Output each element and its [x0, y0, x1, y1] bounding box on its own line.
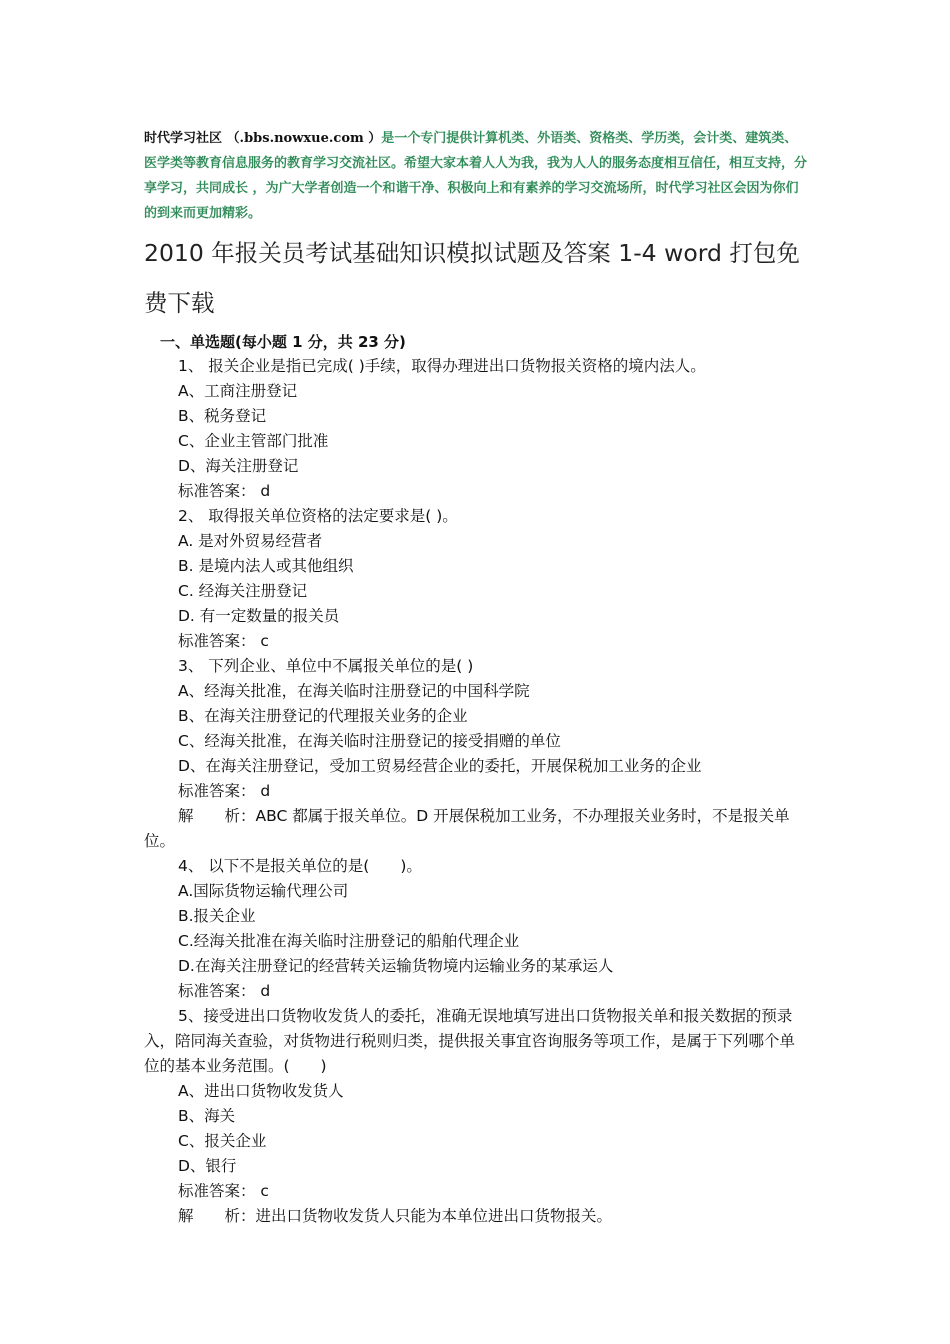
option-a: A.国际货物运输代理公司 [178, 882, 349, 900]
section-heading: 一、单选题(每小题 1 分，共 23 分) [160, 333, 406, 351]
option-a: A、经海关批准，在海关临时注册登记的中国科学院 [178, 682, 530, 700]
option-c: C、报关企业 [178, 1132, 267, 1150]
option-c: C、企业主管部门批准 [178, 432, 329, 450]
analysis-line: 解 析：ABC 都属于报关单位。D 开展保税加工业务，不办理报关业务时，不是报关单位。 [144, 807, 790, 850]
question-2 [144, 504, 810, 654]
question-stem: 1、 报关企业是指已完成( )手续，取得办理进出口货物报关资格的境内法人。 [178, 357, 706, 375]
option-d: D、银行 [178, 1157, 237, 1175]
option-c: C、经海关批准，在海关临时注册登记的接受捐赠的单位 [178, 732, 561, 750]
question-stem: 4、 以下不是报关单位的是( )。 [178, 857, 422, 875]
question-3 [144, 654, 810, 854]
option-d: D. 有一定数量的报关员 [178, 607, 340, 625]
analysis-line: 解 析：进出口货物收发货人只能为本单位进出口货物报关。 [178, 1207, 613, 1225]
option-b: B、税务登记 [178, 407, 267, 425]
option-a: A、工商注册登记 [178, 382, 298, 400]
option-d: D、海关注册登记 [178, 457, 299, 475]
question-5 [144, 1004, 810, 1229]
option-b: B、在海关注册登记的代理报关业务的企业 [178, 707, 468, 725]
option-b: B.报关企业 [178, 907, 256, 925]
question-stem: 2、 取得报关单位资格的法定要求是( )。 [178, 507, 458, 525]
question-stem: 5、接受进出口货物收发货人的委托，准确无误地填写进出口货物报关单和报关数据的预录入，陪同海关查验，对货物进行税则归类，提供报关事宜咨询服务等项工作，是属于下列哪个单位的基本业务范围。( ) [144, 1007, 796, 1075]
answer-line: 标准答案： d [178, 982, 271, 1000]
document-page [144, 126, 810, 1229]
answer-line: 标准答案： d [178, 782, 271, 800]
option-d: D.在海关注册登记的经营转关运输货物境内运输业务的某承运人 [178, 957, 614, 975]
site-url: （.bbs.nowxue.com ） [226, 131, 382, 146]
site-description: 是一个专门提供计算机类、外语类、资格类、学历类，会计类、建筑类、医学类等教育信息服务的教育学习交流社区。希望大家本着人人为我，我为人人的服务态度相互信任，相互支持，分享学习，共同成长 ，为广大学者创造一个和谐干净、积极向上和有素养的学习交流场所，时代学习社区会因为你们的到来而更加精彩。 [144, 131, 808, 221]
page-title: 2010 年报关员考试基础知识模拟试题及答案 1-4 word 打包免费下载 [144, 239, 800, 317]
option-a: A、进出口货物收发货人 [178, 1082, 344, 1100]
option-b: B、海关 [178, 1107, 236, 1125]
answer-line: 标准答案： d [178, 482, 271, 500]
option-c: C. 经海关注册登记 [178, 582, 308, 600]
question-stem: 3、 下列企业、单位中不属报关单位的是( ) [178, 657, 474, 675]
answer-line: 标准答案： c [178, 632, 269, 650]
option-a: A. 是对外贸易经营者 [178, 532, 323, 550]
option-d: D、在海关注册登记，受加工贸易经营企业的委托，开展保税加工业务的企业 [178, 757, 702, 775]
site-name: 时代学习社区 [144, 131, 223, 146]
option-c: C.经海关批准在海关临时注册登记的船舶代理企业 [178, 932, 520, 950]
answer-line: 标准答案： c [178, 1182, 269, 1200]
option-b: B. 是境内法人或其他组织 [178, 557, 354, 575]
question-1 [144, 354, 810, 504]
intro-paragraph [144, 126, 810, 226]
question-4 [144, 854, 810, 1004]
